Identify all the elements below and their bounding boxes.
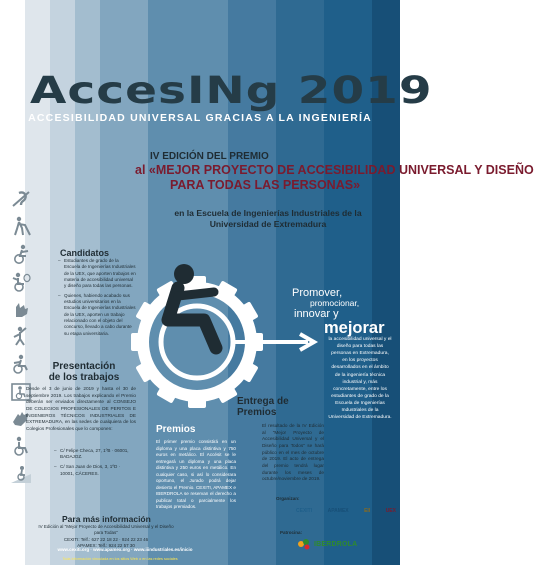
- school-line1: en la Escuela de Ingenierías Industriales de la: [174, 208, 362, 218]
- cexiti-logo: [296, 509, 312, 514]
- event-subtitle: ACCESIBILIDAD UNIVERSAL GRACIAS A LA INGENIERÍA: [28, 112, 372, 124]
- promover-line1: Promover,: [292, 287, 343, 299]
- promover-line3: innovar y: [294, 308, 339, 321]
- candidatos-heading: Candidatos: [60, 248, 110, 258]
- organizan-label: Organizan:: [276, 496, 300, 501]
- uex-logo-text: UEX: [385, 508, 396, 515]
- iberdrola-name: IBERDROLA: [314, 540, 358, 548]
- info-line3: APAMEX: Telf.: 924 22 57 30: [77, 542, 135, 548]
- wheelchair-tennis-icon: [10, 272, 32, 292]
- accessibility-icons: [10, 190, 38, 492]
- iberdrola-logo: [297, 537, 357, 551]
- presentacion-heading: [34, 361, 134, 383]
- entrega-text: El resultado de la IV Edición al "Mejor Proyecto de Accesibilidad Universal y el Diseño para Todos" se hará público en el mes de octubre de 2019. El acto de entrega del premio tendrá lugar durante los meses de octubre/noviembre de 2019.: [262, 423, 324, 482]
- web-links[interactable]: www.cexiti.org · www.apamex.org · www.iiindustriales.es/inicio: [57, 547, 193, 552]
- award-title-prefix: al «: [135, 163, 156, 177]
- wheelchair-sport-icon: [10, 354, 32, 374]
- promover-heading: [292, 287, 392, 337]
- info-line2: CEXITI: Telf.: 627 22 18 22 · 924 22 23 46: [63, 536, 149, 542]
- wheelchair-ramp-icon: [10, 464, 32, 484]
- school-line2: Universidad de Extremadura: [209, 218, 327, 229]
- hearing-accessibility-icon: [10, 190, 32, 208]
- promover-line2: promocionar,: [310, 298, 360, 309]
- wheelchair-athlete-icon: [10, 244, 32, 264]
- presentacion-heading-line1: Presentación: [52, 361, 116, 372]
- info-heading: Para más información: [62, 514, 151, 524]
- school-name: [150, 208, 386, 229]
- edition-heading: IV EDICIÓN DEL PREMIO: [150, 151, 269, 162]
- patrocina-label: Patrocina:: [280, 530, 303, 535]
- candidatos-item: – Estudiantes de grado de la Escuela de Ingenierías Industriales de la UEX, que aporten trabajos en materia de accesibilidad universal y diseño para todas las personas.: [58, 258, 136, 290]
- wheelchair-user-icon: [10, 436, 32, 456]
- uex-logo: [386, 509, 396, 514]
- info-line1: IV Edición al "Mejor Proyecto de Accesibilidad Universal y el Diseño para Todas": [38, 524, 174, 536]
- candidatos-item: – Quienes, habiendo acabado sus estudios universitarios en la Escuela de Ingenierías Industriales de la UEX, aporten un trabajo relacionado con el objeto del concurso, llevado a cabo durante su etapa universitaria.: [58, 293, 136, 337]
- eii-logo-text: EII: [364, 508, 371, 515]
- entrega-heading-line2: Premios: [237, 407, 277, 419]
- address-item: – C/ San Juan de Dios, 3, 1ºD · 10001, CÁCERES.: [54, 464, 134, 476]
- entrega-heading-line1: Entrega de: [237, 396, 289, 407]
- apamex-logo: [328, 509, 349, 514]
- entrega-heading: [237, 396, 327, 418]
- promover-text: la accesibilidad universal y el diseño para todas las personas en Extremadura, en los proyectos desarrollados en el ámbito de la ingeniería técnica industrial y, más concretamente, entre los estudiantes de grado de la Escuela de Ingenierías Industriales de la Universidad de Extremadura.: [328, 337, 392, 421]
- apamex-logo-text: APAMEX: [327, 508, 349, 515]
- award-title-line2: PARA TODAS LAS PERSONAS»: [169, 178, 361, 193]
- deaf-sign-icon: [10, 300, 32, 318]
- premios-heading: Premios: [156, 424, 196, 435]
- organizer-logos: [296, 500, 396, 524]
- event-logo-title: AccesINg 2019: [30, 68, 433, 113]
- presentacion-heading-line2: de los trabajos: [48, 372, 120, 384]
- eii-logo: [364, 509, 370, 514]
- visual-impairment-icon: [10, 216, 32, 236]
- info-text: [36, 524, 176, 549]
- award-title: [135, 163, 534, 194]
- award-title-line1: MEJOR PROYECTO DE ACCESIBILIDAD UNIVERSAL Y DISEÑO: [155, 163, 534, 177]
- premios-text: El primer premio consistirá en un diploma y una placa distintiva y 750 euros en metálico. El Accésit se le entregará un diploma y una placa distintiva y 250 euros en metálico. En cualquier caso, si así lo considerara oportuno, el Jurado podrá dejar desierto el Premio. CEXITI, APAMEX e IBERDROLA se reservan el derecho a publicar total o parcialmente los trabajos premiados.: [156, 439, 236, 510]
- web-caution-note: Toda información vinculada en los sitios Web o en las redes sociales: [62, 557, 178, 561]
- iberdrola-leaf-icon: [297, 537, 311, 551]
- address-list: [54, 448, 134, 481]
- cexiti-logo-text: CEXITI: [296, 508, 313, 515]
- promover-line4: mejorar: [324, 318, 385, 337]
- presentacion-text: Desde el 3 de junio de 2019 y hasta el 30 de septiembre 2019. Los trabajos explicando el Premio deberán ser enviados directamente al CONSEJO DE COLEGIOS PROFESIONALES DE PERITOS E INGENIEROS TÉCNICOS INDUSTRIALES DE EXTREMADURA, en las sedes de cualquiera de los Colegios Profesionales que lo componen:: [26, 386, 136, 432]
- hand-raise-icon: [10, 326, 32, 346]
- address-item: – C/ Felipe Checa, 27, 1ºB · 06001, BADAJOZ.: [54, 448, 134, 460]
